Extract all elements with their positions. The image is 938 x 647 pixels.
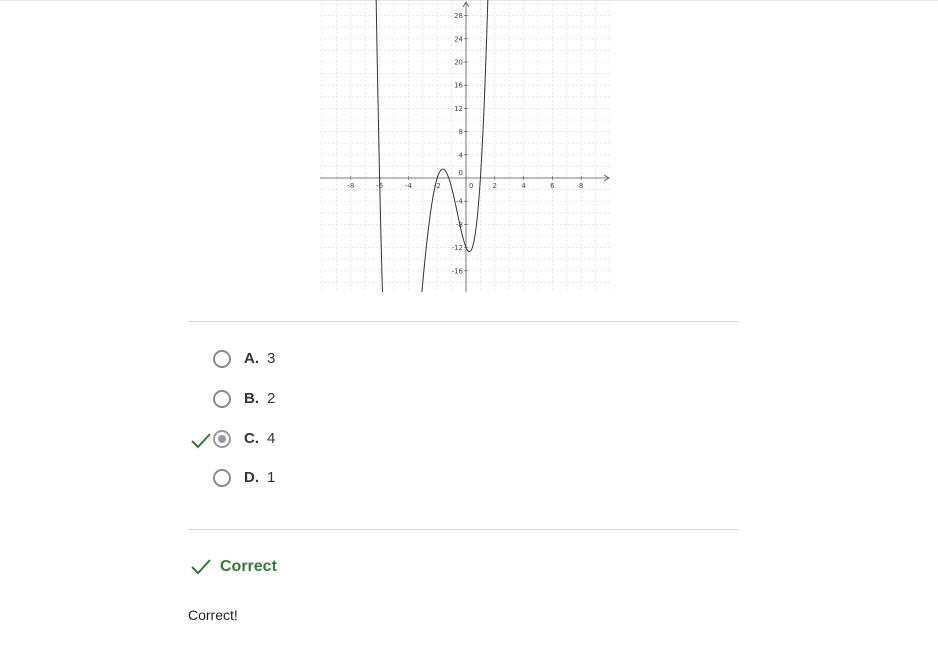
radio-button[interactable] [213,350,231,368]
x-tick-label: 0 [469,182,474,190]
y-tick-label: 28 [454,12,463,21]
y-tick-label: 4 [458,151,463,160]
y-tick-label: 12 [454,104,463,113]
y-tick-label: 24 [454,35,463,44]
x-tick-label: 2 [492,182,498,190]
function-graph [320,0,610,292]
x-tick-label: 6 [550,182,555,190]
choice-value: 2 [267,390,276,407]
feedback-header [190,556,390,580]
y-tick-label: 8 [458,128,463,137]
choice-letter: D. [244,469,259,486]
choice-b[interactable] [190,389,490,413]
choice-letter: A. [244,350,259,367]
radio-button[interactable] [213,390,231,408]
y-tick-label: -4 [456,197,463,206]
y-tick-label: -16 [451,267,463,276]
choice-value: 4 [267,430,276,447]
choice-a[interactable] [190,349,490,373]
check-icon [190,432,212,450]
feedback-title: Correct [220,558,277,575]
graph-svg [320,0,610,292]
feedback-explanation: Correct! [188,607,238,623]
check-icon [190,558,212,576]
choice-letter: C. [244,430,259,447]
divider [188,529,739,530]
choice-value: 1 [267,469,276,486]
radio-button-selected[interactable] [213,430,231,448]
x-tick-label: -2 [433,182,441,190]
choice-letter: B. [244,390,259,407]
x-tick-label: -8 [347,182,355,190]
y-tick-label: 0 [458,169,463,177]
radio-button[interactable] [213,469,231,487]
choice-value: 3 [267,350,276,367]
y-tick-label: 16 [454,81,463,90]
x-tick-label: -4 [404,182,412,190]
y-tick-label: -12 [451,244,463,253]
function-curve [376,0,488,292]
x-tick-label: 4 [521,182,526,190]
y-tick-label: -8 [456,220,463,229]
divider [188,321,739,322]
choice-d[interactable] [190,468,490,492]
x-tick-label: -6 [376,182,384,190]
y-tick-label: 20 [454,58,463,67]
choice-c[interactable] [190,429,490,453]
x-tick-label: 8 [578,182,584,190]
